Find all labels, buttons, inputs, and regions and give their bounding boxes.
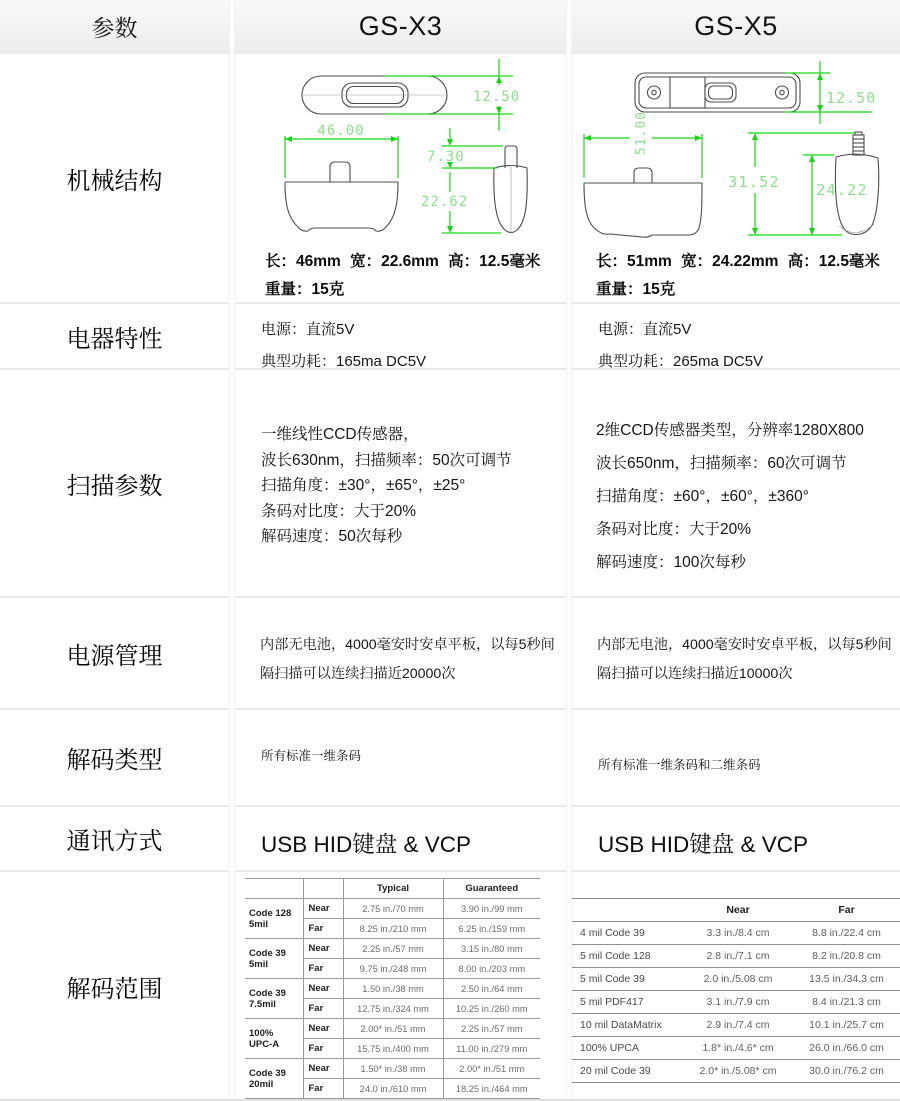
near-label: Near	[303, 1019, 343, 1039]
range-row	[572, 1037, 900, 1060]
dim-label: 24.22	[816, 181, 868, 199]
dim-label: 46.00	[317, 123, 365, 139]
far-value: 8.4 in./21.3 cm	[792, 991, 900, 1014]
far-label: Far	[303, 919, 343, 939]
near-label: Near	[303, 1059, 343, 1079]
scanning-x5-cell	[571, 368, 900, 596]
x3-weight-line: 重量：15克	[265, 281, 345, 298]
far-guaranteed-value: 10.25 in./260 mm	[443, 999, 540, 1019]
dim-label: 12.50	[826, 89, 877, 107]
x3-power-management-text: 内部无电池，4000毫安时安卓平板，以每5秒间隔扫描可以连续扫描近20000次	[260, 637, 555, 682]
far-label: Far	[303, 1039, 343, 1059]
x5-range-table	[572, 898, 900, 1083]
x5-range-table-body	[572, 922, 900, 1083]
code-label: 100% UPC-A	[245, 1019, 303, 1059]
near-guaranteed-value: 2.50 in./64 mm	[443, 979, 540, 999]
row-label-scanning: 扫描参数	[0, 368, 230, 596]
symbology-label: 20 mil Code 39	[572, 1060, 684, 1083]
x5-wavelength-line: 波长650nm，扫描频率：60次可调节	[596, 455, 847, 472]
x3-comm-text: USB HID键盘 & VCP	[261, 832, 472, 857]
x5-power-management-text: 内部无电池，4000毫安时安卓平板，以每5秒间隔扫描可以连续扫描近10000次	[597, 637, 892, 682]
electrical-x3-cell	[234, 302, 567, 368]
far-value: 8.8 in./22.4 cm	[792, 922, 900, 945]
mechanical-x5-cell	[571, 52, 900, 302]
empty-header	[245, 879, 303, 899]
far-label: Far	[303, 999, 343, 1019]
x3-mechanical-drawing	[235, 54, 567, 244]
row-decode-type	[0, 708, 900, 805]
near-value: 2.8 in./7.1 cm	[684, 945, 792, 968]
x5-contrast-line: 条码对比度：大于20%	[596, 521, 752, 538]
near-label: Near	[303, 939, 343, 959]
row-mechanical	[0, 52, 900, 302]
param-column-header: 参数	[0, 0, 230, 52]
decode-type-x5-cell	[571, 708, 900, 805]
near-value: 2.9 in./7.4 cm	[684, 1014, 792, 1037]
gs-x5-column-header: GS-X5	[571, 0, 900, 52]
x5-decode-speed-line: 解码速度：100次每秒	[596, 554, 746, 571]
row-decode-range	[0, 870, 900, 1101]
symbology-label: 5 mil PDF417	[572, 991, 684, 1014]
x3-range-table-body	[245, 899, 540, 1099]
far-guaranteed-value: 11.00 in./279 mm	[443, 1039, 540, 1059]
range-row	[245, 979, 540, 999]
far-value: 10.1 in./25.7 cm	[792, 1014, 900, 1037]
row-label-electrical: 电器特性	[0, 302, 230, 368]
far-typical-value: 24.0 in./610 mm	[343, 1079, 443, 1099]
near-typical-value: 1.50* in./38 mm	[343, 1059, 443, 1079]
typical-header: Typical	[343, 879, 443, 899]
x3-power-consumption: 典型功耗：165ma DC5V	[261, 353, 427, 368]
power-x5-cell	[571, 596, 900, 708]
row-electrical	[0, 302, 900, 368]
near-value: 1.8* in./4.6* cm	[684, 1037, 792, 1060]
range-row	[245, 899, 540, 919]
range-row	[572, 991, 900, 1014]
near-typical-value: 1.50 in./38 mm	[343, 979, 443, 999]
x5-dimensions-caption	[596, 248, 880, 302]
far-value: 8.2 in./20.8 cm	[792, 945, 900, 968]
x5-sensor-line: 2维CCD传感器类型，分辨率1280X800	[596, 422, 864, 439]
row-scanning	[0, 368, 900, 596]
near-guaranteed-value: 2.00* in./51 mm	[443, 1059, 540, 1079]
near-guaranteed-value: 3.90 in./99 mm	[443, 899, 540, 919]
range-x5-cell	[571, 870, 900, 1101]
range-row	[245, 1059, 540, 1079]
row-label-power: 电源管理	[0, 596, 230, 708]
decode-type-x3-cell	[234, 708, 567, 805]
gs-x3-column-header: GS-X3	[234, 0, 567, 52]
range-row	[572, 1060, 900, 1083]
empty-header	[303, 879, 343, 899]
x3-decode-speed-line: 解码速度：50次每秒	[261, 528, 403, 545]
dim-label: 12.50	[473, 89, 521, 105]
far-typical-value: 8.25 in./210 mm	[343, 919, 443, 939]
near-value: 3.3 in./8.4 cm	[684, 922, 792, 945]
near-value: 2.0* in./5.08* cm	[684, 1060, 792, 1083]
range-x3-cell	[234, 870, 567, 1101]
row-communication	[0, 805, 900, 870]
power-x3-cell	[234, 596, 567, 708]
far-typical-value: 15.75 in./400 mm	[343, 1039, 443, 1059]
dim-label: 51.00	[634, 110, 649, 155]
electrical-x5-cell	[571, 302, 900, 368]
x3-power-supply: 电源：直流5V	[261, 321, 355, 338]
near-label: Near	[303, 899, 343, 919]
far-label: Far	[303, 959, 343, 979]
range-row	[572, 1014, 900, 1037]
symbology-label: 100% UPCA	[572, 1037, 684, 1060]
x3-decode-type-text: 所有标准一维条码	[261, 749, 362, 763]
range-row	[245, 1019, 540, 1039]
x5-power-supply: 电源：直流5V	[598, 321, 692, 338]
far-value: 13.5 in./34.3 cm	[792, 968, 900, 991]
x5-weight-line: 重量：15克	[596, 281, 676, 298]
far-typical-value: 9.75 in./248 mm	[343, 959, 443, 979]
header-row	[0, 0, 900, 52]
code-label: Code 39 5mil	[245, 939, 303, 979]
near-guaranteed-value: 3.15 in./80 mm	[443, 939, 540, 959]
symbology-label: 5 mil Code 39	[572, 968, 684, 991]
far-typical-value: 12.75 in./324 mm	[343, 999, 443, 1019]
near-value: 3.1 in./7.9 cm	[684, 991, 792, 1014]
x3-range-table	[245, 878, 540, 1099]
range-row	[572, 922, 900, 945]
row-power	[0, 596, 900, 708]
near-typical-value: 2.00* in./51 mm	[343, 1019, 443, 1039]
symbology-label: 5 mil Code 128	[572, 945, 684, 968]
range-header-row	[245, 879, 540, 899]
empty-header	[572, 899, 684, 922]
x3-contrast-line: 条码对比度：大于20%	[261, 502, 417, 520]
x5-angle-line: 扫描角度：±60°，±60°，±360°	[596, 488, 809, 505]
guaranteed-header: Guaranteed	[443, 879, 540, 899]
range-header-row	[572, 899, 900, 922]
far-guaranteed-value: 6.25 in./159 mm	[443, 919, 540, 939]
range-row	[572, 945, 900, 968]
dim-label: 22.62	[421, 194, 469, 210]
far-guaranteed-value: 8.00 in./203 mm	[443, 959, 540, 979]
symbology-label: 4 mil Code 39	[572, 922, 684, 945]
range-row	[572, 968, 900, 991]
x5-power-consumption: 典型功耗：265ma DC5V	[598, 353, 764, 368]
far-value: 30.0 in./76.2 cm	[792, 1060, 900, 1083]
row-label-communication: 通讯方式	[0, 805, 230, 870]
comm-x5-cell	[571, 805, 900, 870]
near-guaranteed-value: 2.25 in./57 mm	[443, 1019, 540, 1039]
dim-label: 31.52	[728, 173, 780, 191]
code-label: Code 128 5mil	[245, 899, 303, 939]
near-label: Near	[303, 979, 343, 999]
near-value: 2.0 in./5.08 cm	[684, 968, 792, 991]
x5-comm-text: USB HID键盘 & VCP	[598, 832, 809, 857]
x3-sensor-line: 一维线性CCD传感器，	[261, 426, 419, 443]
code-label: Code 39 20mil	[245, 1059, 303, 1099]
far-value: 26.0 in./66.0 cm	[792, 1037, 900, 1060]
x5-mechanical-drawing	[572, 54, 900, 244]
mechanical-x3-cell	[234, 52, 567, 302]
near-typical-value: 2.25 in./57 mm	[343, 939, 443, 959]
far-header: Far	[792, 899, 900, 922]
x3-size-line: 长：46mm 宽：22.6mm 高：12.5毫米	[265, 253, 541, 270]
far-label: Far	[303, 1079, 343, 1099]
code-label: Code 39 7.5mil	[245, 979, 303, 1019]
x3-wavelength-line: 波长630nm，扫描频率：50次可调节	[261, 451, 512, 469]
scanning-x3-cell	[234, 368, 567, 596]
row-label-decode-range: 解码范围	[0, 870, 230, 1101]
symbology-label: 10 mil DataMatrix	[572, 1014, 684, 1037]
row-label-mechanical: 机械结构	[0, 52, 230, 302]
range-row	[245, 939, 540, 959]
far-guaranteed-value: 18.25 in./464 mm	[443, 1079, 540, 1099]
near-header: Near	[684, 899, 792, 922]
x5-decode-type-text: 所有标准一维条码和二维条码	[598, 758, 761, 772]
x3-dimensions-caption	[265, 248, 540, 302]
row-label-decode-type: 解码类型	[0, 708, 230, 805]
comm-x3-cell	[234, 805, 567, 870]
dim-label: 7.30	[427, 149, 465, 165]
near-typical-value: 2.75 in./70 mm	[343, 899, 443, 919]
x3-angle-line: 扫描角度：±30°，±65°，±25°	[261, 477, 466, 494]
x5-size-line: 长：51mm 宽：24.22mm 高：12.5毫米	[596, 253, 880, 270]
